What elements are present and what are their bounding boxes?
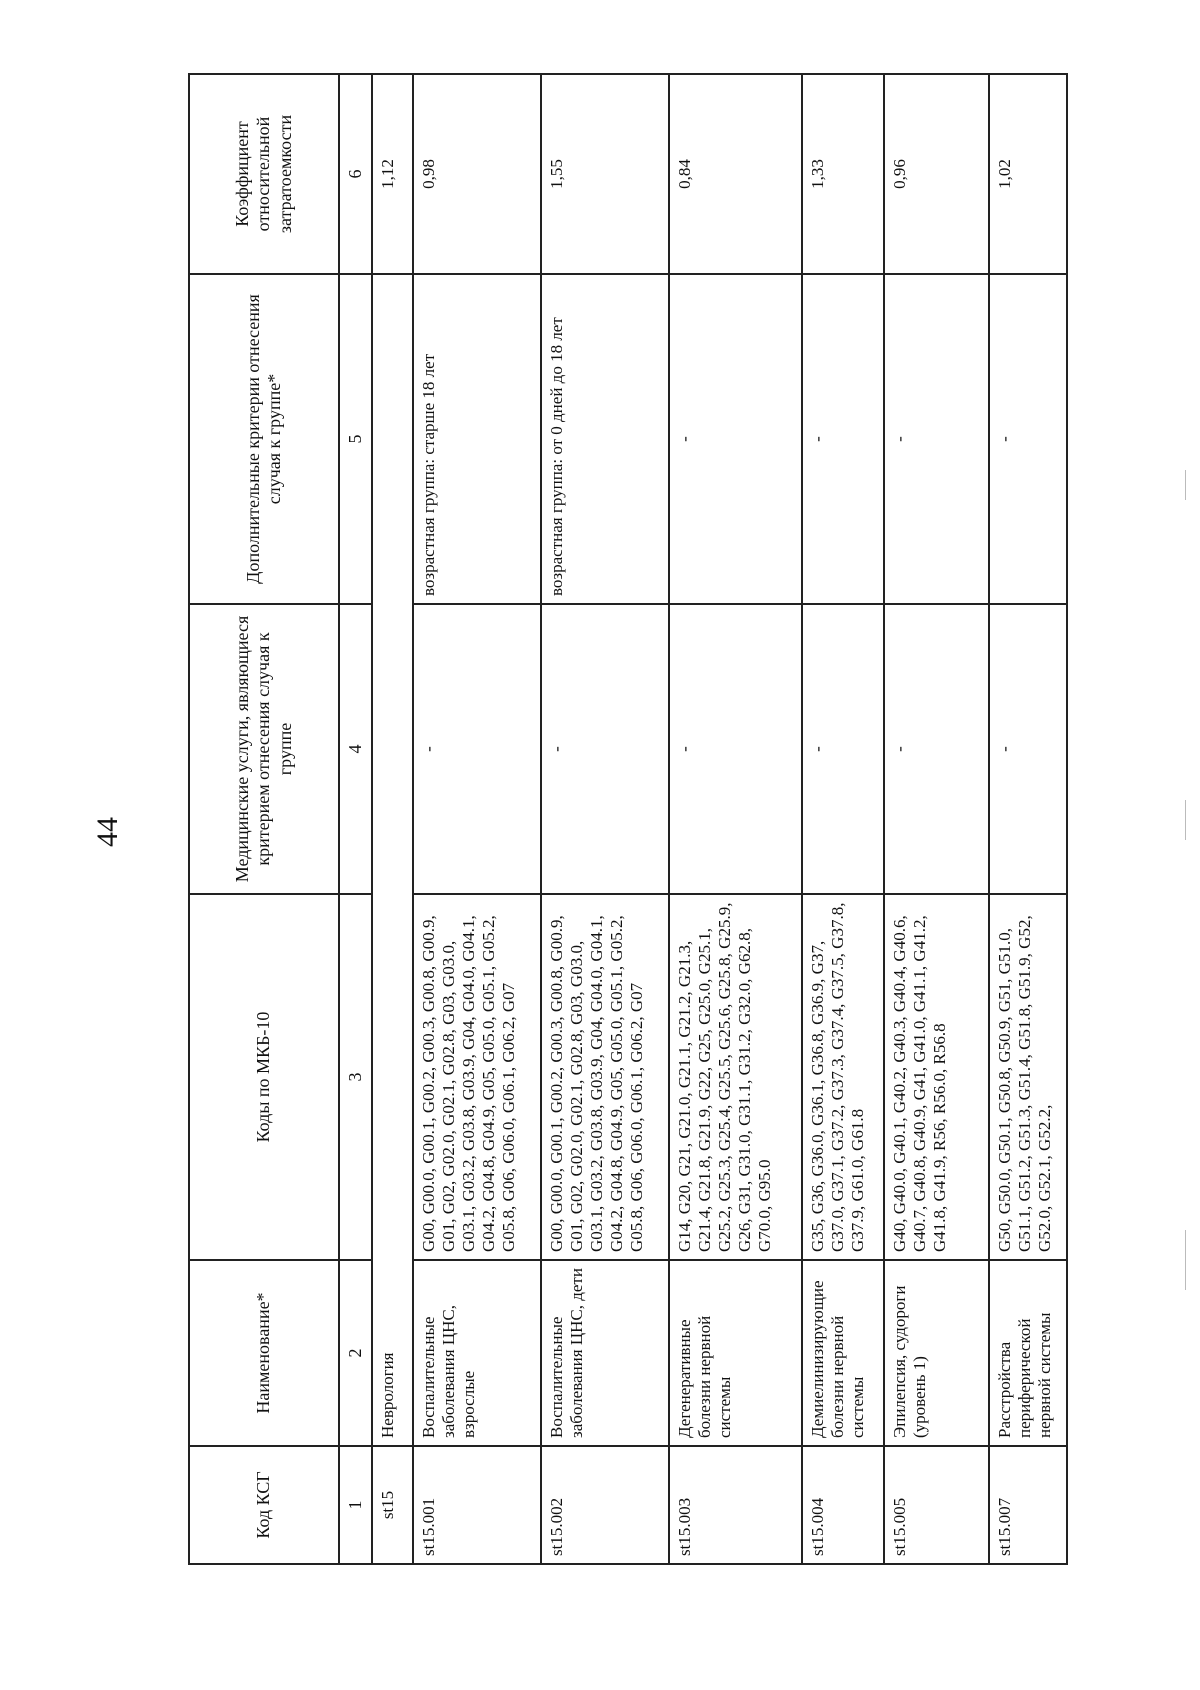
row-additional: - xyxy=(669,274,802,604)
section-name: Неврология xyxy=(372,274,413,1446)
row-additional: - xyxy=(884,274,988,604)
table-row xyxy=(541,74,669,1564)
row-code: st15.005 xyxy=(884,1446,988,1564)
section-row xyxy=(372,74,413,1564)
row-name: Расстройства периферической нервной системы xyxy=(989,1260,1067,1446)
column-number: 2 xyxy=(339,1260,372,1446)
row-coefficient: 1,55 xyxy=(541,74,669,274)
row-med: - xyxy=(802,604,885,894)
ksg-table-container xyxy=(188,75,1068,1565)
row-additional: возрастная группа: от 0 дней до 18 лет xyxy=(541,274,669,604)
header-mkb: Коды по МКБ-10 xyxy=(189,894,339,1260)
row-mkb: G00, G00.0, G00.1, G00.2, G00.3, G00.8, G00.9, G01, G02, G02.0, G02.1, G02.8, G03, G03.0, G03.1, G03.2, G03.8, G03.9, G04, G04.0, G04.1, G04.2, G04.8, G04.9, G05, G05.0, G05.1, G05.2, G05.8, G06, G06.0, G06.1, G06.2, G07 xyxy=(541,894,669,1260)
header-med-services: Медицинские услуги, являющиеся критерием отнесения случая к группе xyxy=(189,604,339,894)
row-name: Эпилепсия, судороги (уровень 1) xyxy=(884,1260,988,1446)
row-coefficient: 1,02 xyxy=(989,74,1067,274)
row-code: st15.001 xyxy=(413,1446,541,1564)
row-name: Воспалительные заболевания ЦНС, дети xyxy=(541,1260,669,1446)
row-mkb: G14, G20, G21, G21.0, G21.1, G21.2, G21.3, G21.4, G21.8, G21.9, G22, G25, G25.0, G25.1, G25.2, G25.3, G25.4, G25.5, G25.6, G25.8, G25.9, G26, G31, G31.0, G31.1, G31.2, G32.0, G62.8, G70.0, G95.0 xyxy=(669,894,802,1260)
row-code: st15.004 xyxy=(802,1446,885,1564)
row-code: st15.007 xyxy=(989,1446,1067,1564)
row-mkb: G40, G40.0, G40.1, G40.2, G40.3, G40.4, G40.6, G40.7, G40.8, G40.9, G41, G41.0, G41.1, G41.2, G41.8, G41.9, R56, R56.0, R56.8 xyxy=(884,894,988,1260)
row-additional: - xyxy=(989,274,1067,604)
scan-artifact xyxy=(1185,470,1186,500)
column-number: 3 xyxy=(339,894,372,1260)
row-name: Воспалительные заболевания ЦНС, взрослые xyxy=(413,1260,541,1446)
row-coefficient: 1,33 xyxy=(802,74,885,274)
header-code: Код КСГ xyxy=(189,1446,339,1564)
row-med: - xyxy=(541,604,669,894)
scan-artifact xyxy=(1185,800,1186,840)
page-number: 44 xyxy=(91,817,124,847)
table-row xyxy=(802,74,885,1564)
header-name: Наименование* xyxy=(189,1260,339,1446)
section-coefficient: 1,12 xyxy=(372,74,413,274)
row-mkb: G35, G36, G36.0, G36.1, G36.8, G36.9, G37, G37.0, G37.1, G37.2, G37.3, G37.4, G37.5, G37.8, G37.9, G61.0, G61.8 xyxy=(802,894,885,1260)
row-additional: возрастная группа: старше 18 лет xyxy=(413,274,541,604)
row-mkb: G50, G50.0, G50.1, G50.8, G50.9, G51, G51.0, G51.1, G51.2, G51.3, G51.4, G51.8, G51.9, G52, G52.0, G52.1, G52.2, xyxy=(989,894,1067,1260)
table-row xyxy=(413,74,541,1564)
row-name: Дегенеративные болезни нервной системы xyxy=(669,1260,802,1446)
header-additional-criteria: Дополнительные критерии отнесения случая к группе* xyxy=(189,274,339,604)
table-row xyxy=(884,74,988,1564)
section-code: st15 xyxy=(372,1446,413,1564)
row-code: st15.002 xyxy=(541,1446,669,1564)
header-coefficient: Коэффициент относительной затратоемкости xyxy=(189,74,339,274)
scan-artifact xyxy=(1185,1230,1186,1290)
row-med: - xyxy=(884,604,988,894)
table-row xyxy=(989,74,1067,1564)
column-number: 4 xyxy=(339,604,372,894)
row-coefficient: 0,84 xyxy=(669,74,802,274)
row-med: - xyxy=(989,604,1067,894)
table-row xyxy=(669,74,802,1564)
row-mkb: G00, G00.0, G00.1, G00.2, G00.3, G00.8, G00.9, G01, G02, G02.0, G02.1, G02.8, G03, G03.0, G03.1, G03.2, G03.8, G03.9, G04, G04.0, G04.1, G04.2, G04.8, G04.9, G05, G05.0, G05.1, G05.2, G05.8, G06, G06.0, G06.1, G06.2, G07 xyxy=(413,894,541,1260)
ksg-table xyxy=(188,73,1068,1565)
column-number: 5 xyxy=(339,274,372,604)
column-number-row xyxy=(339,74,372,1564)
row-name: Демиелинизирующие болезни нервной системы xyxy=(802,1260,885,1446)
row-coefficient: 0,98 xyxy=(413,74,541,274)
row-coefficient: 0,96 xyxy=(884,74,988,274)
row-med: - xyxy=(413,604,541,894)
table-header-row xyxy=(189,74,339,1564)
row-code: st15.003 xyxy=(669,1446,802,1564)
column-number: 6 xyxy=(339,74,372,274)
column-number: 1 xyxy=(339,1446,372,1564)
row-med: - xyxy=(669,604,802,894)
row-additional: - xyxy=(802,274,885,604)
